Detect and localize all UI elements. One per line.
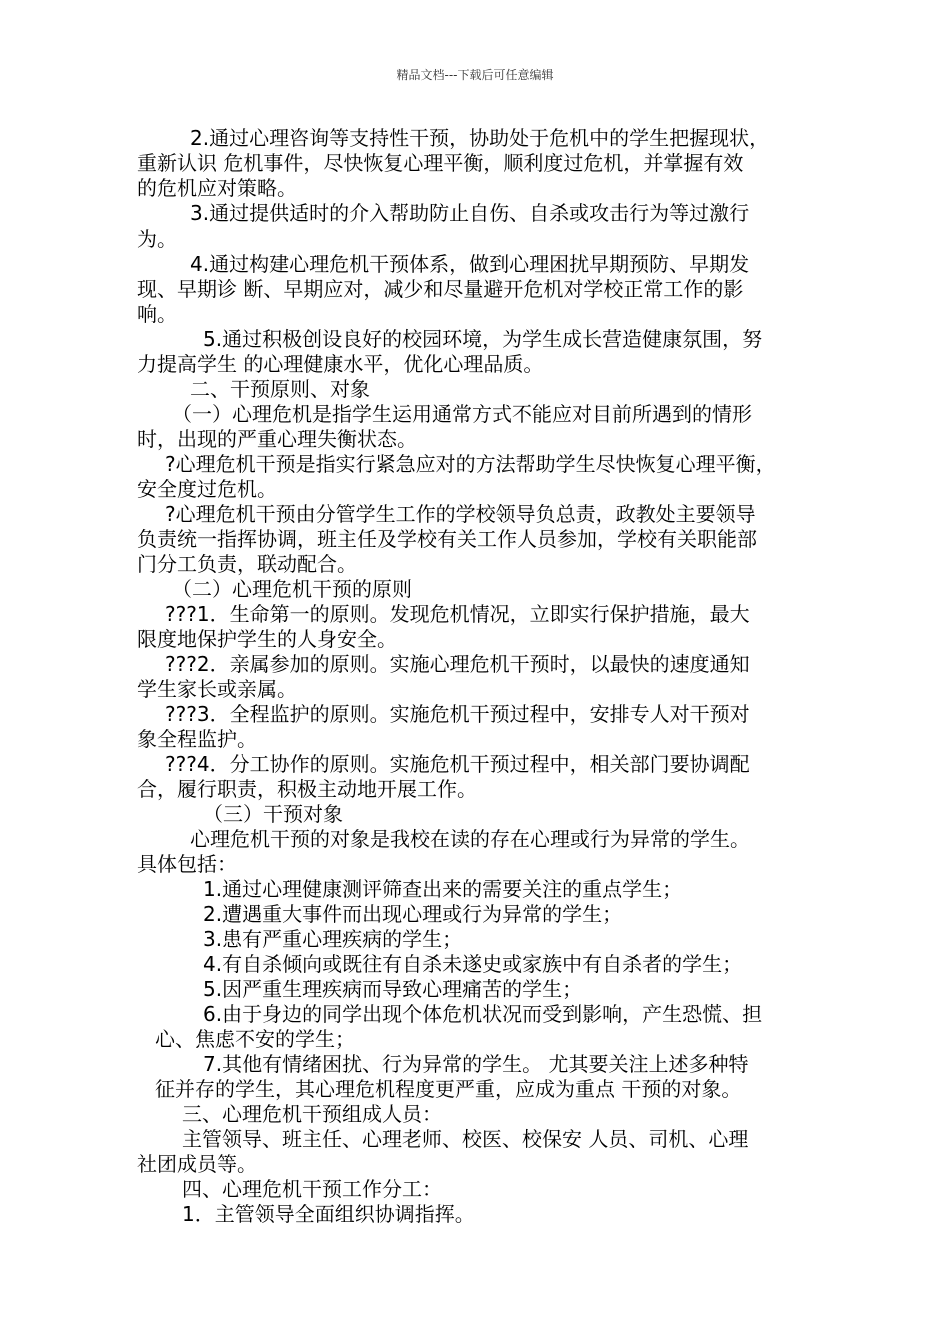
text-line: 心理危机干预的对象是我校在读的存在心理或行为异常的学生。 xyxy=(190,827,750,851)
text-line: （一）心理危机是指学生运用通常方式不能应对目前所遇到的情形 xyxy=(172,402,752,426)
list-item: 1.通过心理健康测评筛查出来的需要关注的重点学生； xyxy=(203,877,683,901)
text-line: 力提高学生 的心理健康水平，优化心理品质。 xyxy=(137,352,544,376)
text-line: 响。 xyxy=(137,302,177,326)
text-line: ?心理危机干预是指实行紧急应对的方法帮助学生尽快恢复心理平衡， xyxy=(165,452,776,476)
text-line: 限度地保护学生的人身安全。 xyxy=(137,627,397,651)
list-item: 4.有自杀倾向或既往有自杀未遂史或家族中有自杀者的学生； xyxy=(203,952,743,976)
text-line: 时，出现的严重心理失衡状态。 xyxy=(137,427,417,451)
text-line: 负责统一指挥协调，班主任及学校有关工作人员参加，学校有关职能部 xyxy=(137,527,757,551)
list-item: 7.其他有情绪困扰、行为异常的学生。 尤其要关注上述多种特 xyxy=(203,1052,749,1076)
list-item: 5.因严重生理疾病而导致心理痛苦的学生； xyxy=(203,977,583,1001)
text-line: 1．主管领导全面组织协调指挥。 xyxy=(182,1202,475,1226)
section-heading: 四、心理危机干预工作分工： xyxy=(182,1177,442,1201)
text-line: 为。 xyxy=(137,227,177,251)
text-line: 3.通过提供适时的介入帮助防止自伤、自杀或攻击行为等过激行 xyxy=(190,201,750,225)
text-line: 的危机应对策略。 xyxy=(137,176,297,200)
text-line: 重新认识 危机事件，尽快恢复心理平衡，顺利度过危机，并掌握有效 xyxy=(137,151,744,175)
text-line: 社团成员等。 xyxy=(137,1152,257,1176)
text-line: ?心理危机干预由分管学生工作的学校领导负总责，政教处主要领导 xyxy=(165,502,756,526)
list-item: 6.由于身边的同学出现个体危机状况而受到影响，产生恐慌、担 xyxy=(203,1002,763,1026)
text-line: 主管领导、班主任、心理老师、校医、校保安 人员、司机、心理 xyxy=(182,1127,749,1151)
text-line: 合，履行职责，积极主动地开展工作。 xyxy=(137,777,477,801)
text-line: 2.通过心理咨询等支持性干预，协助处于危机中的学生把握现状， xyxy=(190,126,770,150)
text-line: 安全度过危机。 xyxy=(137,477,277,501)
section-heading: 二、干预原则、对象 xyxy=(190,377,370,401)
text-line: 学生家长或亲属。 xyxy=(137,677,297,701)
list-item: 2.遭遇重大事件而出现心理或行为异常的学生； xyxy=(203,902,623,926)
text-line: ???3．全程监护的原则。实施危机干预过程中，安排专人对干预对 xyxy=(165,702,750,726)
text-line: 象全程监护。 xyxy=(137,727,257,751)
text-line: 5.通过积极创设良好的校园环境，为学生成长营造健康氛围，努 xyxy=(203,327,763,351)
section-heading: （三）干预对象 xyxy=(203,802,343,826)
text-line: 具体包括： xyxy=(137,852,237,876)
text-line: ???2．亲属参加的原则。实施心理危机干预时，以最快的速度通知 xyxy=(165,652,750,676)
text-line: 征并存的学生，其心理危机程度更严重，应成为重点 干预的对象。 xyxy=(155,1077,742,1101)
section-heading: （二）心理危机干预的原则 xyxy=(172,577,412,601)
text-line: 门分工负责，联动配合。 xyxy=(137,552,357,576)
list-item: 3.患有严重心理疾病的学生； xyxy=(203,927,463,951)
section-heading: 三、心理危机干预组成人员： xyxy=(182,1102,442,1126)
text-line: 心、焦虑不安的学生； xyxy=(155,1027,355,1051)
text-line: 现、早期诊 断、早期应对，减少和尽量避开危机对学校正常工作的影 xyxy=(137,277,744,301)
text-line: 4.通过构建心理危机干预体系，做到心理困扰早期预防、早期发 xyxy=(190,252,750,276)
text-line: ???4．分工协作的原则。实施危机干预过程中，相关部门要协调配 xyxy=(165,752,750,776)
text-line: ???1．生命第一的原则。发现危机情况，立即实行保护措施，最大 xyxy=(165,602,750,626)
page-header: 精品文档---下载后可任意编辑 xyxy=(396,68,554,82)
